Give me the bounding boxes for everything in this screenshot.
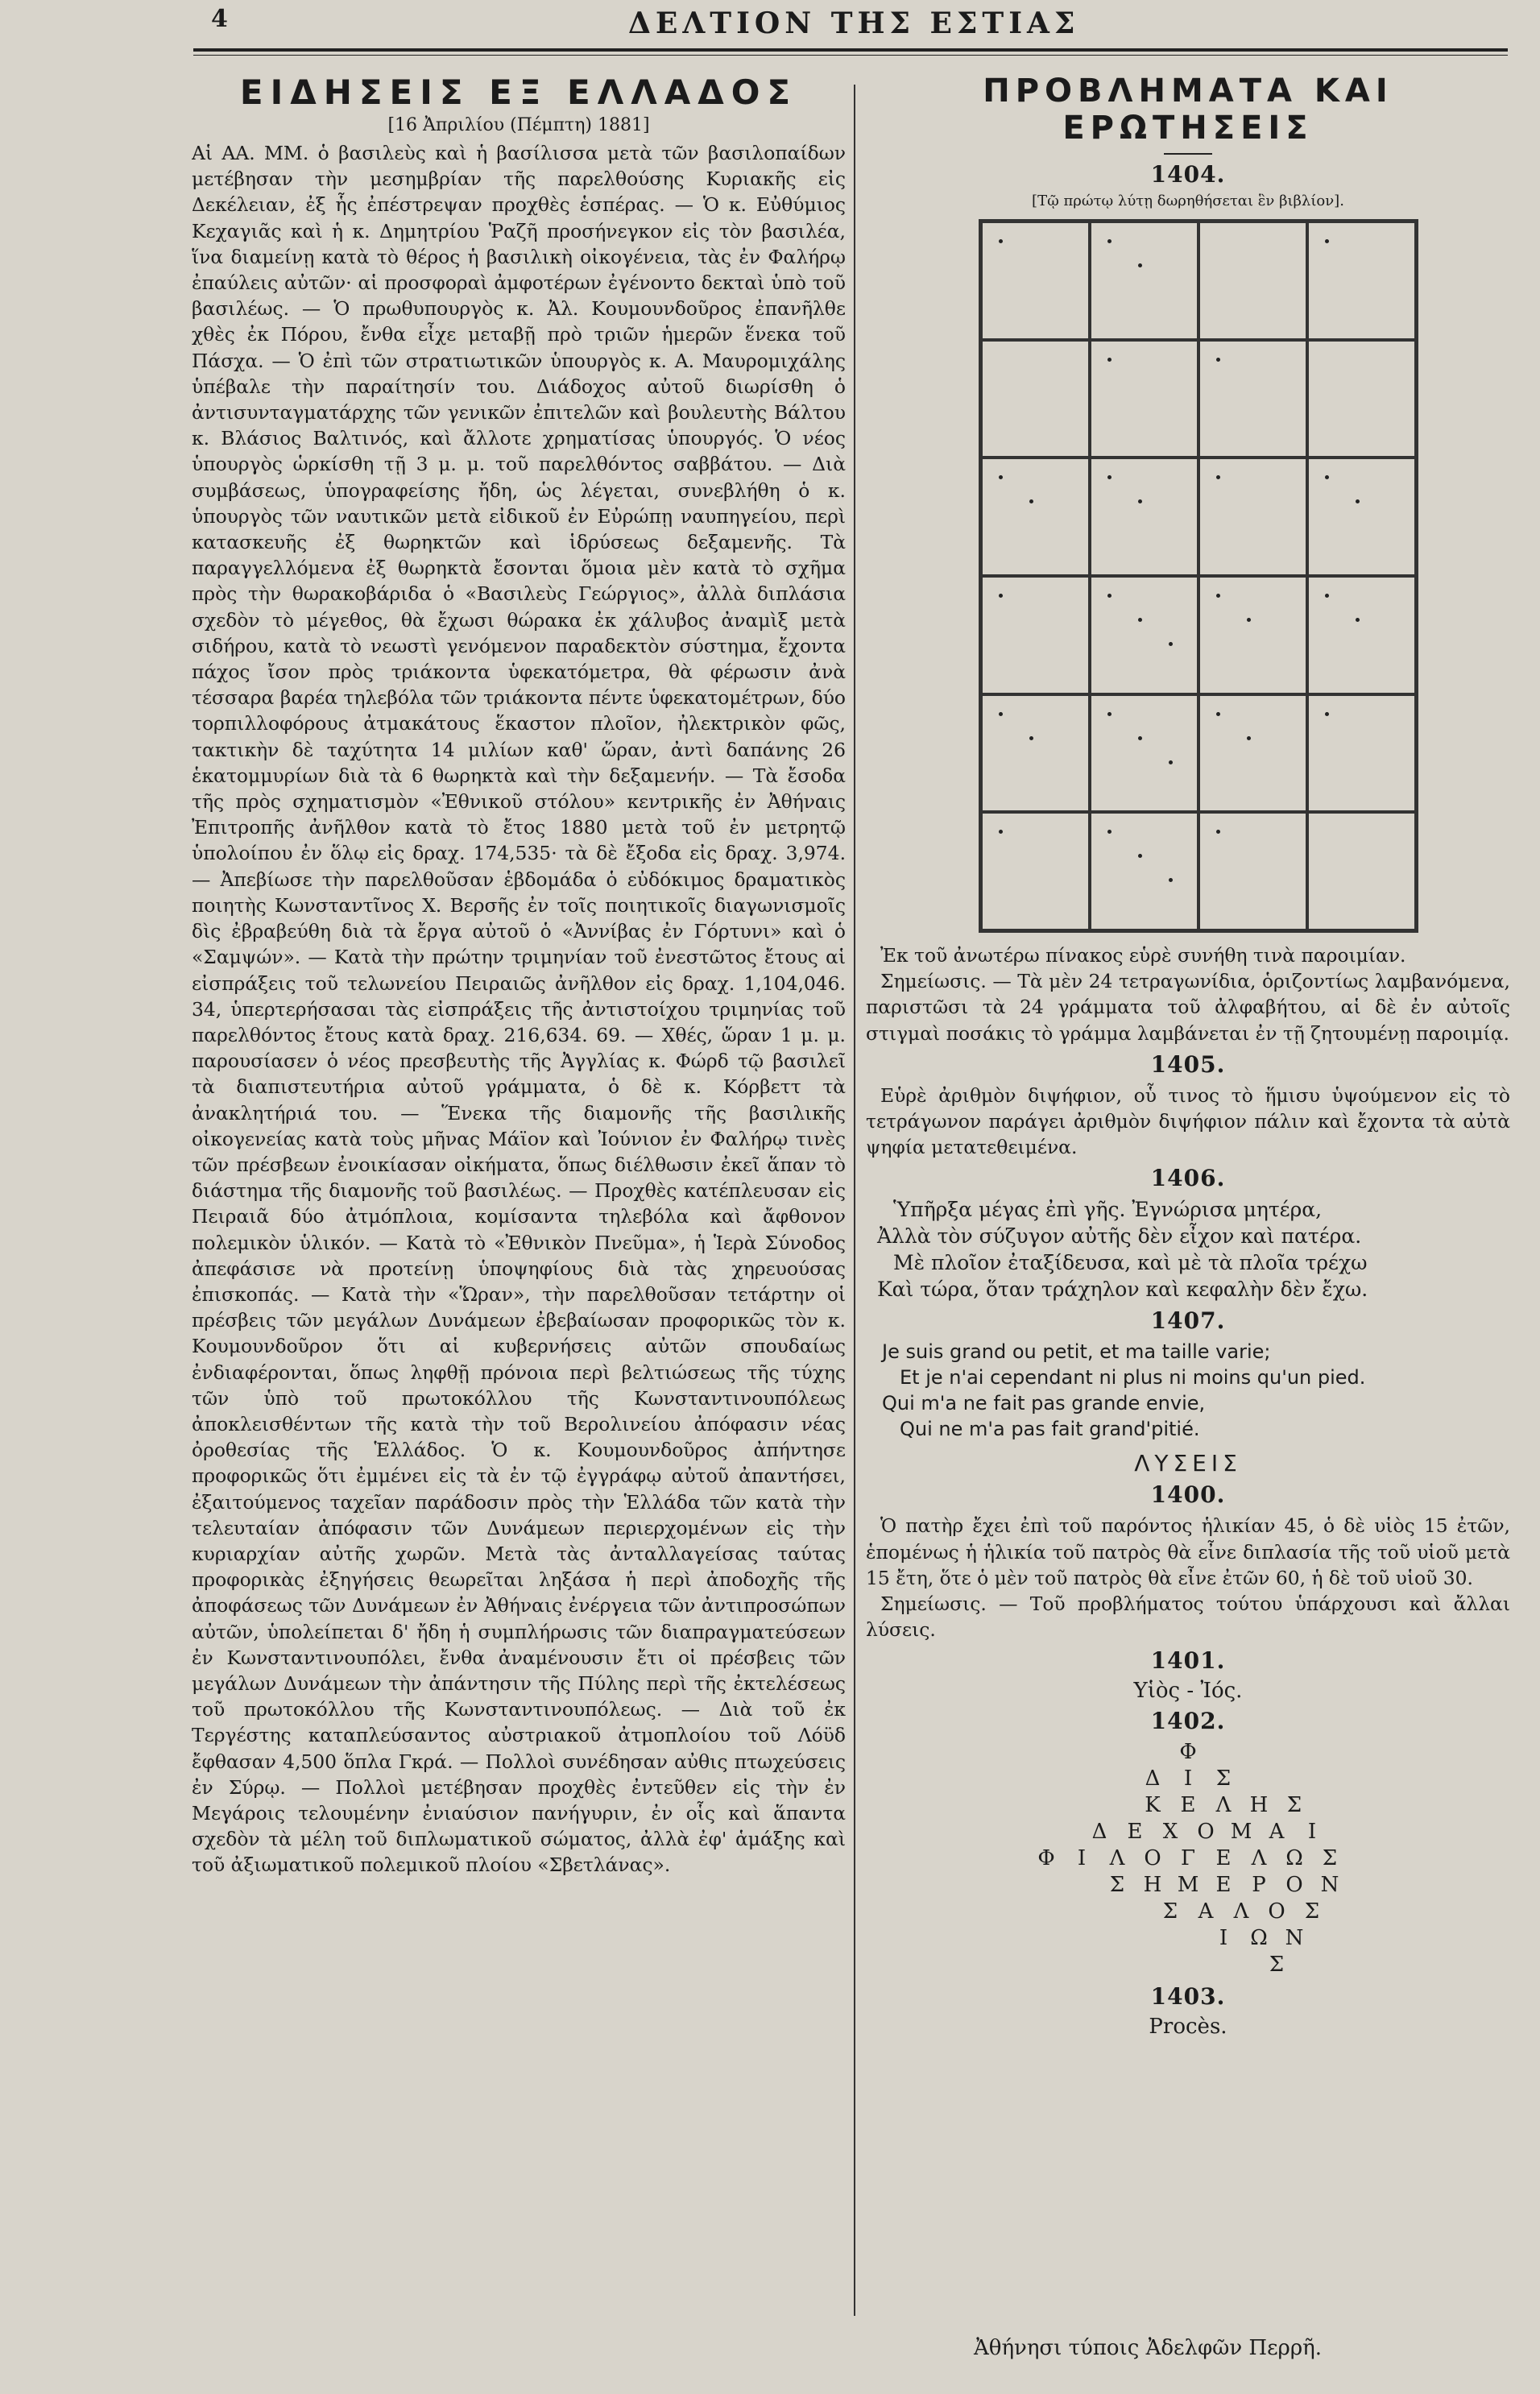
acrostic-row — [866, 1872, 1510, 1899]
acrostic-letter: Η — [1249, 1793, 1269, 1818]
problems-heading: ΠΡΟΒΛΗΜΑΤΑ ΚΑΙ ΕΡΩΤΗΣΕΙΣ — [983, 72, 1393, 147]
acrostic-letter: Ο — [1144, 1846, 1161, 1871]
problem-1405-text: Εὑρὲ ἀριθμὸν διψήφιον, οὗ τινος τὸ ἥμισυ ὑψούμενον εἰς τὸ τετράγωνον παράγει ἀριθμὸν διψήφιον πάλιν καὶ ἔχοντα τὰ αὐτὰ ψηφία μετατεθειμένα. — [866, 1083, 1510, 1159]
grid-dot — [1216, 594, 1220, 598]
grid-cell — [1090, 458, 1198, 576]
acrostic-letter: Ε — [1127, 1820, 1143, 1845]
grid-dot — [999, 712, 1003, 716]
masthead-rule-thin — [193, 55, 1508, 56]
grid-dot — [1356, 499, 1360, 503]
acrostic-letter: Ε — [1215, 1873, 1232, 1898]
solution-1402-number: 1402. — [1150, 1708, 1226, 1735]
problem-1405-number: 1405. — [1150, 1050, 1226, 1078]
acrostic-letter: Δ — [1091, 1820, 1107, 1845]
news-date: [16 Ἀπριλίου (Πέμπτη) 1881] — [387, 115, 650, 135]
grid-cell — [1198, 458, 1307, 576]
column-divider — [854, 85, 855, 2316]
acrostic-letter: Ν — [1285, 1926, 1304, 1951]
acrostic-row — [866, 1819, 1510, 1845]
acrostic-letter: Α — [1198, 1899, 1214, 1924]
left-column — [192, 72, 846, 1878]
grid-dot — [999, 239, 1003, 243]
solution-1400-number: 1400. — [1150, 1481, 1226, 1509]
acrostic-letter: Ι — [1219, 1926, 1228, 1951]
verse-line: Qui ne m'a pas fait grand'pitié. — [900, 1418, 1200, 1441]
grid-cell — [1307, 812, 1416, 930]
problem-1404-text: Ἐκ τοῦ ἀνωτέρω πίνακος εὑρὲ συνήθη τινὰ παροιμίαν. — [880, 944, 1406, 967]
news-body — [192, 140, 846, 1878]
acrostic-letter: Ι — [1307, 1820, 1317, 1845]
acrostic-letter: Κ — [1145, 1793, 1161, 1818]
right-column — [866, 72, 1510, 2039]
acrostic-letter: Λ — [1215, 1793, 1232, 1818]
acrostic-letter: Μ — [1230, 1820, 1252, 1845]
verse-line: Καὶ τώρα, ὅταν τράχηλον καὶ κεφαλὴν δὲν ἔχω. — [877, 1278, 1368, 1302]
verse-line: Je suis grand ou petit, et ma taille varie; — [882, 1340, 1271, 1364]
problem-1404-number: 1404. — [1150, 161, 1226, 188]
problem-1407-number: 1407. — [1150, 1307, 1226, 1335]
grid-dot — [1107, 358, 1112, 362]
grid-dot — [999, 594, 1003, 598]
acrostic-letter: Λ — [1233, 1899, 1249, 1924]
problem-1406-number: 1406. — [1150, 1165, 1226, 1192]
grid-dot — [1356, 618, 1360, 622]
acrostic-row — [866, 1792, 1510, 1819]
acrostic-letter: Σ — [1162, 1899, 1178, 1924]
dot-grid-puzzle — [979, 219, 1418, 933]
acrostic-letter: Ρ — [1252, 1873, 1266, 1898]
acrostic-letter: Ω — [1285, 1846, 1303, 1871]
grid-cell — [1090, 694, 1198, 813]
grid-cell — [981, 576, 1090, 694]
grid-cell — [1198, 340, 1307, 458]
acrostic-solution — [866, 1739, 1510, 1978]
acrostic-letter: Σ — [1215, 1767, 1232, 1791]
grid-cell — [1307, 576, 1416, 694]
grid-dot — [1325, 712, 1329, 716]
masthead-rule — [193, 48, 1508, 52]
grid-dot — [1169, 878, 1173, 882]
acrostic-letter: Ι — [1077, 1846, 1087, 1871]
grid-dot — [1107, 712, 1112, 716]
grid-dot — [1247, 618, 1251, 622]
grid-cell — [1307, 458, 1416, 576]
grid-cell — [981, 222, 1090, 340]
acrostic-letter: Ι — [1183, 1767, 1193, 1791]
acrostic-row — [866, 1739, 1510, 1766]
acrostic-letter: Ε — [1215, 1846, 1232, 1871]
problem-1407-verse — [882, 1339, 1510, 1442]
grid-dot — [1107, 239, 1112, 243]
problem-1404-note: [Τῷ πρώτῳ λύτῃ δωρηθήσεται ἓν βιβλίον]. — [1032, 193, 1344, 209]
grid-cell — [1090, 576, 1198, 694]
grid-cell — [1090, 812, 1198, 930]
acrostic-letter: Λ — [1251, 1846, 1267, 1871]
grid-cell — [981, 340, 1090, 458]
grid-dot — [1107, 475, 1112, 479]
solution-1401-text: Υἱὸς - Ἰός. — [1133, 1679, 1243, 1704]
verse-line: Ὑπῆρξα μέγας ἐπὶ γῆς. Ἐγνώρισα μητέρα, — [893, 1198, 1323, 1222]
problem-1404-remark: Σημείωσις. — Τὰ μὲν 24 τετραγωνίδια, ὁριζοντίως λαμβανόμενα, παριστῶσι τὰ 24 γράμματα τοῦ ἀλφαβήτου, αἱ δὲ ἐν αὐτοῖς στιγμαὶ ποσάκις τὸ γράμμα λαμβάνεται ἐν τῇ ζητουμένῃ παροιμίᾳ. — [866, 970, 1510, 1045]
acrostic-letter: Ε — [1180, 1793, 1196, 1818]
acrostic-letter: Σ — [1286, 1793, 1302, 1818]
grid-cell — [1198, 222, 1307, 340]
grid-cell — [1198, 694, 1307, 813]
grid-dot — [1325, 475, 1329, 479]
grid-dot — [1138, 263, 1142, 267]
acrostic-letter: Ο — [1197, 1820, 1215, 1845]
verse-line: Qui m'a ne fait pas grande envie, — [882, 1392, 1206, 1415]
grid-dot — [1029, 736, 1033, 740]
grid-cell — [1090, 222, 1198, 340]
solutions-heading: ΛΥΣΕΙΣ — [1134, 1450, 1242, 1477]
grid-cell — [981, 812, 1090, 930]
solution-1403-text: Procès. — [1149, 2015, 1227, 2040]
grid-dot — [999, 475, 1003, 479]
grid-dot — [1325, 594, 1329, 598]
acrostic-letter: Ο — [1285, 1873, 1303, 1898]
acrostic-letter: Ν — [1320, 1873, 1339, 1898]
grid-cell — [1198, 576, 1307, 694]
acrostic-row — [866, 1766, 1510, 1792]
grid-dot — [1138, 736, 1142, 740]
grid-dot — [1169, 760, 1173, 764]
grid-dot — [1216, 358, 1220, 362]
solution-1400-text: Ὁ πατὴρ ἔχει ἐπὶ τοῦ παρόντος ἡλικίαν 45, ὁ δὲ υἱὸς 15 ἐτῶν, ἑπομένως ἡ ἡλικία τοῦ πατρὸς θὰ εἶνε διπλασία τῆς τοῦ υἱοῦ μετὰ 15 ἔτη, ὅτε ὁ μὲν τοῦ πατρὸς θὰ εἶνε ἐτῶν 60, ἡ δὲ τοῦ υἱοῦ 30. — [866, 1514, 1510, 1589]
news-heading: ΕΙΔΗΣΕΙΣ ΕΞ ΕΛΛΑΔΟΣ — [239, 72, 798, 112]
grid-dot — [1216, 830, 1220, 834]
acrostic-row — [866, 1845, 1510, 1872]
acrostic-letter: Μ — [1177, 1873, 1199, 1898]
verse-line: Μὲ πλοῖον ἐταξίδευσα, καὶ μὲ τὰ πλοῖα τρέχω — [893, 1251, 1368, 1275]
grid-cell — [981, 458, 1090, 576]
acrostic-letter: Ω — [1250, 1926, 1268, 1951]
grid-dot — [1247, 736, 1251, 740]
grid-dot — [1138, 618, 1142, 622]
masthead-title: ΔΕΛΤΙΟΝ ΤΗΣ ΕΣΤΙΑΣ — [628, 6, 1080, 40]
short-rule — [1164, 153, 1212, 155]
grid-cell — [1090, 340, 1198, 458]
acrostic-letter: Φ — [1179, 1740, 1197, 1765]
solution-1403-number: 1403. — [1150, 1983, 1226, 2011]
acrostic-letter: Σ — [1322, 1846, 1338, 1871]
solution-1400-note: Σημείωσις. — Τοῦ προβλήματος τούτου ὑπάρχουσι καὶ ἄλλαι λύσεις. — [866, 1593, 1510, 1642]
acrostic-row — [866, 1925, 1510, 1952]
acrostic-letter: Χ — [1162, 1820, 1178, 1845]
problem-1406-verse — [877, 1196, 1510, 1303]
grid-dot — [1138, 854, 1142, 858]
acrostic-letter: Σ — [1109, 1873, 1125, 1898]
grid-dot — [1029, 499, 1033, 503]
grid-cell — [1307, 694, 1416, 813]
grid-dot — [1169, 642, 1173, 646]
acrostic-row — [866, 1952, 1510, 1978]
grid-dot — [1325, 239, 1329, 243]
verse-line: Et je n'ai cependant ni plus ni moins qu'un pied. — [900, 1366, 1366, 1390]
grid-cell — [1307, 340, 1416, 458]
grid-dot — [999, 830, 1003, 834]
grid-dot — [1107, 594, 1112, 598]
page-number: 4 — [211, 5, 228, 33]
acrostic-letter: Γ — [1180, 1846, 1196, 1871]
acrostic-letter: Φ — [1037, 1846, 1055, 1871]
grid-dot — [1216, 475, 1220, 479]
grid-dot — [1216, 712, 1220, 716]
grid-cell — [1307, 222, 1416, 340]
grid-dot — [1107, 830, 1112, 834]
acrostic-letter: Α — [1269, 1820, 1285, 1845]
grid-cell — [981, 694, 1090, 813]
acrostic-letter: Λ — [1109, 1846, 1125, 1871]
solution-1401-number: 1401. — [1150, 1647, 1226, 1675]
grid-cell — [1198, 812, 1307, 930]
acrostic-letter: Ο — [1268, 1899, 1285, 1924]
grid-dot — [1138, 499, 1142, 503]
acrostic-row — [866, 1899, 1510, 1925]
news-text: Αἱ ΑΑ. ΜΜ. ὁ βασιλεὺς καὶ ἡ βασίλισσα μετὰ τῶν βασιλοπαίδων μετέβησαν τὴν μεσημβρίαν τῆς παρελθούσης Κυριακῆς εἰς Δεκέλειαν, ἐξ ἧς ἐπέστρεψαν προχθὲς ἑσπέρας. — Ὁ κ. Εὐθύμιος Κεχαγιᾶς καὶ ἡ κ. Δημητρίου Ῥαζῆ προσήνεγκον εἰς τὸν βασιλέα, ἵνα διαμείνῃ κατὰ τὸ θέρος ἡ βασιλικὴ οἰκογένεια, τὰς ἐν Φαλήρῳ ἐπαύλεις αὐτῶν· αἱ προσφοραὶ ἀμφοτέρων ἐγένοντο δεκταὶ ὑπὸ τοῦ βασιλέως. — Ὁ πρωθυπουργὸς κ. Ἀλ. Κουμουνδοῦρος ἐπανῆλθε χθὲς ἐκ Πόρου, ἔνθα εἶχε μεταβῇ πρὸ τριῶν ἡμερῶν ἕνεκα τοῦ Πάσχα. — Ὁ ἐπὶ τῶν στρατιωτικῶν ὑπουργὸς κ. Α. Μαυρομιχάλης ὑπέβαλε τὴν παραίτησίν του. Διάδοχος αὐτοῦ διωρίσθη ὁ ἀντισυνταγματάρχης τῶν γενικῶν ἐπιτελῶν καὶ βουλευτὴς Βάλτου κ. Βλάσιος Βαλτινός, καὶ ἄλλοτε χρηματίσας ὑπουργός. Ὁ νέος ὑπουργὸς ὡρκίσθη τῇ 3 μ. μ. τοῦ παρελθόντος σαββάτου. — Διὰ συμβάσεως, ὑπογραφείσης ἤδη, ὡς λέγεται, συνεβλήθη ὁ κ. ὑπουργὸς τῶν ναυτικῶν μετὰ εἰδικοῦ ἐν Εὐρώπῃ ναυπηγείου, περὶ κατασκευῆς ἐξ θωρηκτῶν καὶ ἱδρύσεως δεξαμενῆς. Τὰ παραγγελλόμενα ἐξ θωρηκτὰ ἔσονται ὅμοια μὲν κατὰ τὸ σχῆμα πρὸς τὴν θωρακοβάριδα ὁ «Βασιλεὺς Γεώργιος», ἀλλὰ διπλάσια σχεδὸν τὸ μέγεθος, θὰ ἔχωσι θώρακα ἐκ χάλυβος ἀναμὶξ μετὰ σιδήρου, κατὰ τὸ νεωστὶ γενόμενον παραδεκτὸν σύστημα, ἔχοντα πάχος ἴσον πρὸς τριάκοντα ὑφεκατόμετρα, θὰ φέρωσιν ἀνὰ τέσσαρα βαρέα τηλεβόλα τῶν τριάκοντα πέντε ὑφεκατομέτρων, δύο τορπιλλοφόρους ἀτμακάτους ἕκαστον πλοῖον, ἠλεκτρικὸν φῶς, τακτικὴν δὲ ταχύτητα 14 μιλίων καθ' ὥραν, ἀντὶ δαπάνης 26 ἑκατομμυρίων διὰ τὰ 6 θωρηκτὰ καὶ τὴν δεξαμενήν. — Τὰ ἔσοδα τῆς πρὸς σχηματισμὸν «Ἐθνικοῦ στόλου» κεντρικῆς ἐν Ἀθήναις Ἐπιτροπῆς ἀνῆλθον κατὰ τὸ ἔτος 1880 μετὰ τοῦ ἐν μετρητῷ ὑπολοίπου ἐν ὅλῳ εἰς δραχ. 174,535· τὰ δὲ ἔξοδα εἰς δραχ. 3,974. — Ἀπεβίωσε τὴν παρελθοῦσαν ἑβδομάδα ὁ εὐδόκιμος δραματικὸς ποιητὴς Κωνσταντῖνος Χ. Βερσῆς ἐν τοῖς ποιητικοῖς διαγωνισμοῖς δὶς ἐβραβεύθη διὰ τὰ ἔργα αὐτοῦ ὁ «Ἀννίβας ἐν Γόρτυνι» καὶ ὁ «Σαμψών». — Κατὰ τὴν πρώτην τριμηνίαν τοῦ ἐνεστῶτος ἔτους αἱ εἰσπράξεις τοῦ τελωνείου Πειραιῶς ἀνῆλθον εἰς δραχ. 1,104,046. 34, ὑπερτερήσασαι τὰς εἰσπράξεις τῆς ἀντιστοίχου τριμηνίας τοῦ παρελθόντος ἔτους κατὰ δραχ. 216,634. 69. — Χθές, ὥραν 1 μ. μ. παρουσίασεν ὁ νέος πρεσβευτὴς τῆς Ἀγγλίας κ. Φώρδ τῷ βασιλεῖ τὰ διαπιστευτήρια αὐτοῦ γράμματα, ὁ δὲ κ. Κόρβεττ τὰ ἀνακλητήριά του. — Ἕνεκα τῆς διαμονῆς τῆς βασιλικῆς οἰκογενείας κατὰ τοὺς μῆνας Μάϊον καὶ Ἰούνιον ἐν Φαλήρῳ τινὲς τῶν πρέσβεων ἐνοικίασαν οἰκήματα, ὅπως διέλθωσιν ἐκεῖ ἅπαν τὸ διάστημα τῆς διαμονῆς τοῦ βασιλέως. — Προχθὲς κατέπλευσαν εἰς Πειραιᾶ δύο ἀτμόπλοια, κομίσαντα τηλεβόλα καὶ ἄφθονον πολεμικὸν ὑλικόν. — Κατὰ τὸ «Ἐθνικὸν Πνεῦμα», ἡ Ἱερὰ Σύνοδος ἀπεφάσισε νὰ προτείνῃ ὑποψηφίους διὰ τὰς χηρευούσας ἐπισκοπάς. — Κατὰ τὴν «Ὥραν», τὴν παρελθοῦσαν τετάρτην οἱ πρέσβεις τῶν μεγάλων Δυνάμεων ἐβεβαίωσαν προφορικῶς τὸν κ. Κουμουνδοῦρον ὅτι αἱ κυβερνήσεις αὐτῶν σπουδαίως ἐνδιαφέρονται, ὅπως ληφθῇ πρόνοια περὶ βελτιώσεως τῆς τύχης τῶν ὑπὸ τοῦ πρωτοκόλλου τῆς Κωνσταντινουπόλεως ἀποκλεισθέντων τῆς κατὰ τὴν τοῦ Βερολινείου ἀπόφασιν νέας ὀροθεσίας τῆς Ἑλλάδος. Ὁ κ. Κουμουνδοῦρος ἀπήντησε προφορικῶς ὅτι ἐμμένει εἰς τὰ ἐν τῷ ἐγγράφῳ αὐτοῦ ἀπαντήσει, ἐξαιτούμενος ταχεῖαν παράδοσιν πρὸς τὴν Ἑλλάδα τῶν κατὰ τὴν τελευταίαν ἀπόφασιν τῶν Δυνάμεων περιερχομένων εἰς τὴν κυριαρχίαν αὐτῆς χωρῶν. Μετὰ τὰς ἀνταλλαγείσας ταύτας προφορικὰς ἐξηγήσεις θεωρεῖται ληξάσα ἡ περὶ ἀποδοχῆς τῆς ἀποφάσεως τῶν Δυνάμεων ἐν Ἀθήναις ἐνέργεια τῶν ἀντιπροσώπων αὐτῶν, ὑπολείπεται δ' ἤδη ἡ συμπλήρωσις τῶν διαπραγματεύσεων ἐν Κωνσταντινουπόλει, ἔνθα ἀναμένουσιν ἔτι οἱ πρέσβεις τῶν μεγάλων Δυνάμεων τὴν ἀπάντησιν τῆς Πύλης περὶ τῆς ἐκτελέσεως τοῦ πρωτοκόλλου τῆς Κωνσταντινουπόλεως. — Διὰ τοῦ ἐκ Τεργέστης καταπλεύσαντος αὐστριακοῦ ἀτμοπλοίου τοῦ Λόϋδ ἔφθασαν 4,500 ὅπλα Γκρά. — Πολλοὶ συνέδησαν αὐθις πτωχεύσεις ἐν Σύρῳ. — Πολλοὶ μετέβησαν προχθὲς ἐντεῦθεν εἰς τὴν ἐν Μεγάροις τελουμένην ἐνιαύσιον πανήγυριν, ἐν οἷς καὶ ἅπαντα σχεδὸν τὰ μέλη τοῦ διπλωματικοῦ σώματος, ἀλλὰ ἐφ' ἁμάξης καὶ τοῦ ἀξιωματικοῦ πολεμικοῦ πλοίου «Σβετλάνας». — [192, 142, 846, 1877]
acrostic-letter: Σ — [1269, 1953, 1285, 1978]
acrostic-letter: Δ — [1145, 1767, 1161, 1791]
verse-line: Ἀλλὰ τὸν σύζυγον αὐτῆς δὲν εἶχον καὶ πατέρα. — [877, 1224, 1362, 1249]
printer-footer: Ἀθήνησι τύποις Ἀδελφῶν Περρῆ. — [974, 2336, 1322, 2360]
acrostic-letter: Σ — [1304, 1899, 1320, 1924]
acrostic-letter: Η — [1143, 1873, 1162, 1898]
